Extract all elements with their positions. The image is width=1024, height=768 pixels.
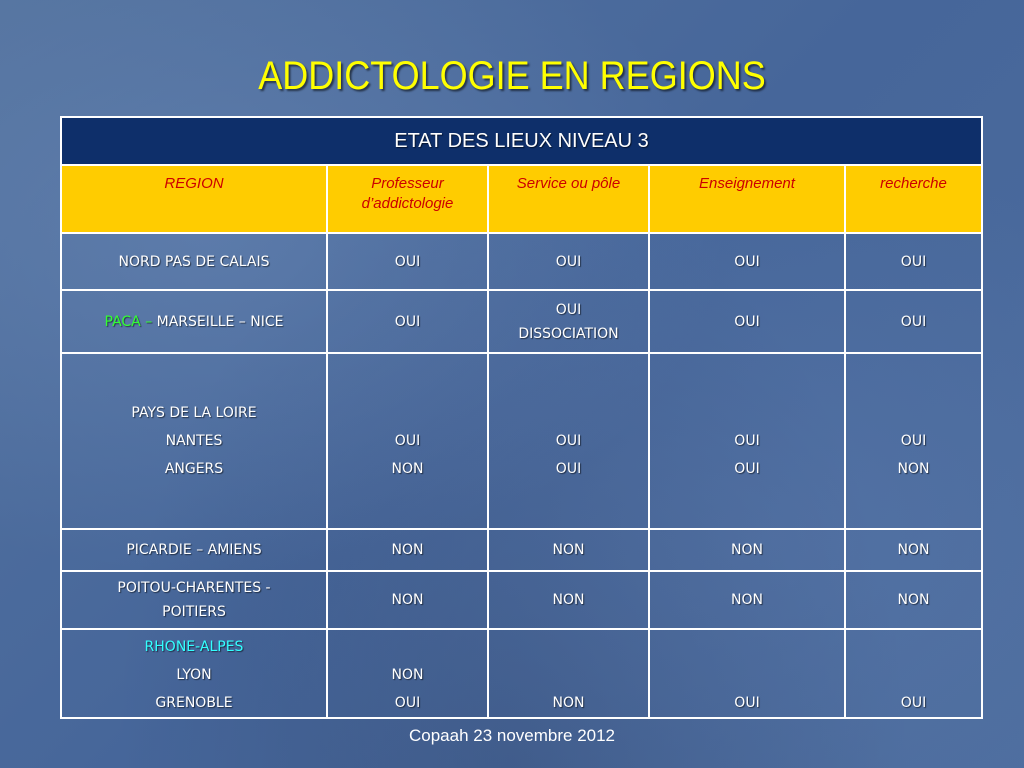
cell-recherche [845,290,982,353]
cell-value: OUI [555,301,582,318]
cell-professeur [327,290,488,353]
cell-value: NON [391,542,424,558]
column-header-enseignement: Enseignement [649,165,845,233]
cell-enseignement [649,353,845,529]
cell-value: OUI [394,695,421,711]
cell-professeur [327,629,488,718]
region-line: LYON [176,667,212,683]
cell-value: NON [897,461,930,477]
cell-recherche [845,571,982,629]
cell-value: OUI [555,253,582,270]
cell-recherche [845,353,982,529]
table-row [61,629,982,718]
cell-value: NON [391,461,424,477]
cell-value: NON [897,592,930,608]
cell-enseignement [649,529,845,571]
region-line: NANTES [165,433,223,449]
cell-service [488,353,649,529]
table-caption: ETAT DES LIEUX NIVEAU 3 [61,117,982,165]
cell-value: OUI [900,253,927,270]
cell-service [488,629,649,718]
cell-value: OUI [555,461,582,477]
cell-value: NON [897,542,930,558]
cell-value: NON [731,542,763,558]
cell-region [61,571,327,629]
cell-value: NON [391,667,424,683]
region-line: GRENOBLE [155,695,233,711]
cell-service [488,571,649,629]
cell-enseignement [649,233,845,290]
region-line: PAYS DE LA LOIRE [131,405,257,421]
cell-region [61,529,327,571]
table-row [61,353,982,529]
cell-region [61,233,327,290]
cell-service [488,290,649,353]
table-row [61,571,982,629]
cell-professeur [327,529,488,571]
region-line: POITOU-CHARENTES - POITIERS [117,580,271,620]
cell-value: OUI [394,253,421,270]
region-rhone-alpes-label: RHONE-ALPES [144,639,244,655]
cell-region [61,353,327,529]
cell-recherche [845,233,982,290]
table-row [61,529,982,571]
cell-enseignement [649,571,845,629]
cell-value: OUI [900,695,927,711]
cell-value: OUI [734,433,760,449]
cell-value: NON [552,695,585,711]
cell-value: OUI [734,253,760,270]
region-line: PICARDIE – AMIENS [126,542,262,558]
cell-recherche [845,629,982,718]
cell-value: OUI [734,313,760,330]
cell-enseignement [649,629,845,718]
slide-footer: Copaah 23 novembre 2012 [408,726,616,745]
table-caption-row [61,117,982,165]
cell-region [61,629,327,718]
slide-title: ADDICTOLOGIE EN REGIONS [258,54,766,98]
column-header-region: REGION [61,165,327,233]
cell-value: NON [731,592,763,608]
column-header-recherche: recherche [845,165,982,233]
cell-enseignement [649,290,845,353]
cell-service [488,529,649,571]
table-row [61,233,982,290]
cell-region [61,290,327,353]
column-header-row [61,165,982,233]
cell-value: OUI [900,433,927,449]
cell-value: OUI [734,695,760,711]
region-paca-label: PACA – [104,313,153,330]
cell-value: NON [552,542,585,558]
cell-value: OUI [394,433,421,449]
status-table [60,116,983,719]
cell-value: OUI [900,313,927,330]
cell-professeur [327,233,488,290]
region-cities-label: MARSEILLE – NICE [152,313,284,330]
cell-professeur [327,571,488,629]
region-line: ANGERS [164,461,224,477]
cell-recherche [845,529,982,571]
cell-value: OUI [394,313,421,330]
cell-professeur [327,353,488,529]
cell-value: DISSOCIATION [518,325,619,342]
cell-value: OUI [555,433,582,449]
table-row [61,290,982,353]
column-header-professeur: Professeur d’addictologie [327,165,488,233]
column-header-service: Service ou pôle [488,165,649,233]
cell-value: NON [391,592,424,608]
cell-value: NON [552,592,585,608]
cell-service [488,233,649,290]
cell-value: OUI [734,461,760,477]
region-line: NORD PAS DE CALAIS [118,253,270,270]
